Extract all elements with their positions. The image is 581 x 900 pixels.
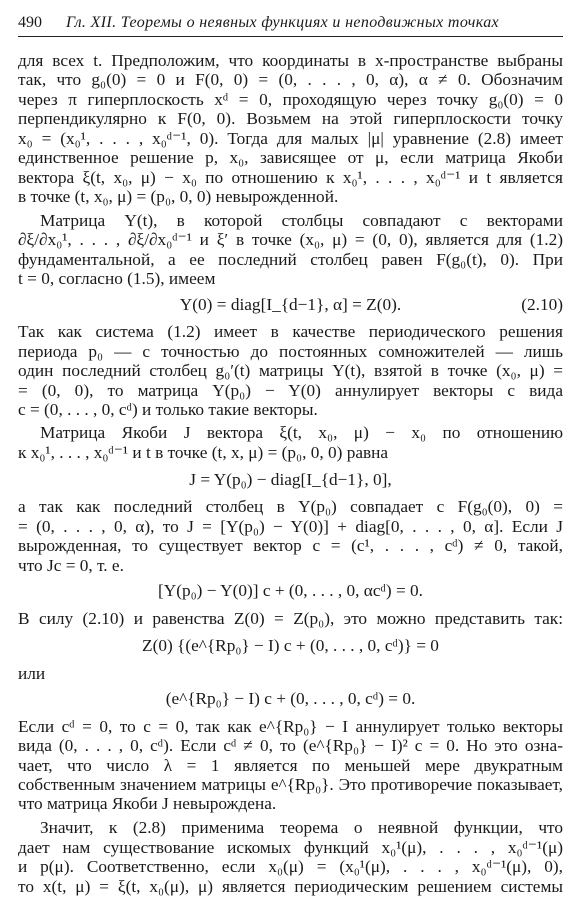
text-line: Матрица Якоби J вектора ξ(t, x₀, μ) − x₀ по отношению (40, 423, 563, 442)
text-line: то x(t, μ) = ξ(t, x₀(μ), μ) является периодическим решением системы (18, 877, 563, 896)
text-line: чает, что число λ = 1 является по меньшей мере двукратным (18, 756, 563, 775)
display-formula: J = Y(p₀) − diag[I_{d−1}, 0], (189, 470, 392, 489)
text-line: и p(μ). Соответственно, если x₀(μ) = (x₀¹(μ), . . . , x₀ᵈ⁻¹(μ), 0), (18, 857, 563, 876)
equation-number: (2.10) (521, 295, 563, 314)
text-line: В силу (2.10) и равенства Z(0) = Z(p₀), это можно представить так: (18, 609, 563, 628)
text-line: Матрица Y(t), в которой столбцы совпадают с векторами (40, 211, 563, 230)
page-number: 490 (18, 14, 42, 31)
text-line: а так как последний столбец в Y(p₀) совпадает с F(g₀(0), 0) = (18, 497, 563, 516)
text-line: ∂ξ/∂x₀¹, . . . , ∂ξ/∂x₀ᵈ⁻¹ и ξ′ в точке (x₀, μ) = (0, 0), является для (1.2) (18, 230, 563, 249)
text-line: t = 0, согласно (1.5), имеем (18, 269, 216, 288)
text-line: фундаментальной, а ее последний столбец равен F(g₀(t), 0). При (18, 250, 563, 269)
text-line: в точке (t, x₀, μ) = (p₀, 0, 0) невырожденной. (18, 187, 339, 206)
display-formula: [Y(p₀) − Y(0)] c + (0, . . . , 0, αcᵈ) = 0. (158, 581, 423, 600)
running-head: Гл. XII. Теоремы о неявных функциях и неподвижных точках (66, 14, 499, 31)
text-line: Если cᵈ = 0, то c = 0, так как e^{Rp₀} − I аннулирует только векторы (18, 717, 563, 736)
text-line: единственное решение p, x₀, зависящее от μ, если матрица Якоби (18, 148, 563, 167)
text-line: к x₀¹, . . . , x₀ᵈ⁻¹ и t в точке (t, x, μ) = (p₀, 0, 0) равна (18, 443, 389, 462)
text-line: через π гиперплоскость xᵈ = 0, проходящую через точку g₀(0) = 0 (18, 90, 563, 109)
text-line: x₀ = (x₀¹, . . . , x₀ᵈ⁻¹, 0). Тогда для малых |μ| уравнение (2.8) имеет (18, 129, 563, 148)
text-line: вектора ξ(t, x₀, μ) − x₀ по отношению к x₀¹, . . . , x₀ᵈ⁻¹ и t является (18, 168, 563, 187)
text-line: так, что g₀(0) = 0 и F(0, 0) = (0, . . . , 0, α), α ≠ 0. Обозначим (18, 70, 563, 89)
text-line: Значит, к (2.8) применима теорема о неявной функции, что (40, 818, 563, 837)
text-line: один последний столбец g₀′(t) матрицы Y(t), взятой в точке (x₀, μ) = (18, 361, 563, 380)
text-line: Так как система (1.2) имеет в качестве периодического решения (18, 322, 563, 341)
text-line: = (0, 0), то матрица Y(p₀) − Y(0) аннулирует векторы c вида (18, 381, 563, 400)
text-line: = (0, . . . , 0, α), то J = [Y(p₀) − Y(0)] + diag[0, . . . , 0, α]. Если J (18, 517, 563, 536)
text-line: что матрица Якоби J невырождена. (18, 794, 277, 813)
text-line: периода p₀ — с точностью до постоянных сомножителей — лишь (18, 342, 563, 361)
text-line: что Jc = 0, т. е. (18, 556, 124, 575)
text-line: или (18, 664, 46, 683)
text-line: c = (0, . . . , 0, cᵈ) и только такие векторы. (18, 400, 318, 419)
page-header (18, 10, 563, 37)
text-line: перпендикулярно к F(0, 0). Возьмем на этой гиперплоскости точку (18, 109, 563, 128)
text-line: собственным значением матрицы e^{Rp₀}. Это противоречие показывает, (18, 775, 563, 794)
display-formula: Y(0) = diag[I_{d−1}, α] = Z(0). (179, 295, 402, 314)
text-line: вырожденная, то существует вектор c = (c¹, . . . , cᵈ) ≠ 0, такой, (18, 536, 563, 555)
text-line: для всех t. Предположим, что координаты в x-пространстве выбраны (18, 51, 563, 70)
display-formula: (e^{Rp₀} − I) c + (0, . . . , 0, cᵈ) = 0. (165, 689, 416, 708)
text-line: дает нам существование искомых функций x₀¹(μ), . . . , x₀ᵈ⁻¹(μ) (18, 838, 563, 857)
display-formula: Z(0) {(e^{Rp₀} − I) c + (0, . . . , 0, cᵈ)} = 0 (142, 636, 439, 655)
text-line: вида (0, . . . , 0, cᵈ). Если cᵈ ≠ 0, то (e^{Rp₀} − I)² c = 0. Но это озна- (18, 736, 563, 755)
